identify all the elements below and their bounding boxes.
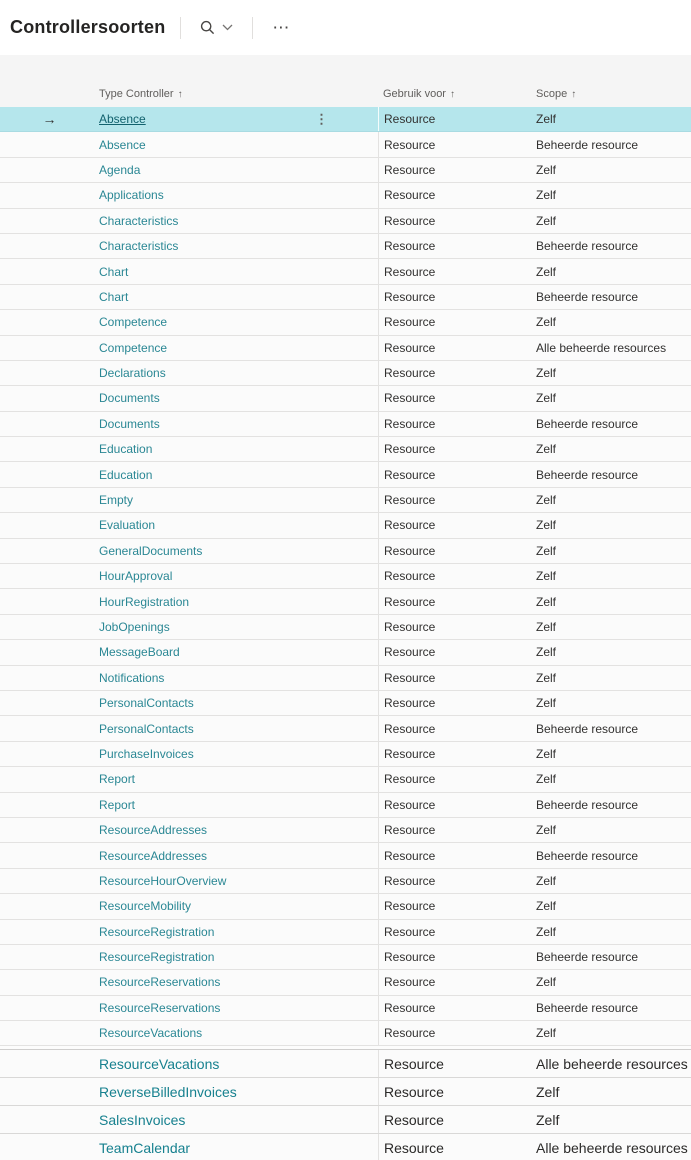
gebruik-voor-cell: Resource: [378, 1050, 531, 1077]
type-controller-cell: [99, 869, 378, 893]
table-row[interactable]: [0, 767, 691, 792]
table-row[interactable]: [0, 894, 691, 919]
scope-cell: Zelf: [536, 1026, 557, 1041]
scope-cell: Beheerde resource: [536, 467, 639, 482]
table-row[interactable]: [0, 361, 691, 386]
table-row[interactable]: [0, 183, 691, 208]
toolbar-divider: [180, 17, 181, 39]
scope-cell: Zelf: [536, 493, 557, 508]
type-controller-link[interactable]: Documents: [99, 391, 160, 406]
row-gutter: [0, 666, 99, 690]
gebruik-voor-cell: Resource: [378, 843, 531, 867]
type-controller-cell: [99, 132, 378, 156]
type-controller-cell: [99, 259, 378, 283]
scope-cell: Zelf: [536, 924, 557, 939]
gebruik-voor-cell: Resource: [378, 767, 531, 791]
gebruik-voor-cell: Resource: [378, 183, 531, 207]
gebruik-voor-cell: Resource: [378, 1078, 531, 1105]
scope-cell: Zelf: [536, 366, 557, 381]
scope-cell: Beheerde resource: [536, 1000, 639, 1015]
scope-cell: Zelf: [536, 873, 557, 888]
type-controller-cell: [99, 640, 378, 664]
type-controller-cell: [99, 970, 378, 994]
search-button[interactable]: [196, 16, 237, 39]
type-controller-link[interactable]: Competence: [99, 315, 168, 330]
row-context-menu-icon[interactable]: ⋮: [315, 111, 328, 127]
gebruik-voor-cell: Resource: [378, 666, 531, 690]
table-row[interactable]: [0, 564, 691, 589]
row-gutter: [0, 412, 99, 436]
type-controller-cell: [99, 158, 378, 182]
type-controller-link[interactable]: Applications: [99, 188, 164, 203]
row-gutter: [0, 437, 99, 461]
type-controller-cell: [99, 488, 378, 512]
type-controller-link[interactable]: ResourceMobility: [99, 899, 192, 914]
gebruik-voor-cell: Resource: [378, 513, 531, 537]
type-controller-cell: [99, 920, 378, 944]
type-controller-link[interactable]: ResourceRegistration: [99, 924, 215, 939]
type-controller-cell: [99, 1106, 378, 1133]
scope-cell: Zelf: [536, 112, 557, 127]
scope-cell: Zelf: [536, 645, 557, 660]
type-controller-link[interactable]: HourRegistration: [99, 594, 190, 609]
scope-cell: Beheerde resource: [536, 137, 639, 152]
table-row[interactable]: [0, 1021, 691, 1046]
scope-cell: Beheerde resource: [536, 289, 639, 304]
type-controller-cell: [99, 894, 378, 918]
table-row[interactable]: [0, 259, 691, 284]
type-controller-link[interactable]: Competence: [99, 340, 168, 355]
scope-cell: Zelf: [536, 1111, 560, 1128]
gebruik-voor-cell: Resource: [378, 970, 531, 994]
scope-cell: Zelf: [536, 620, 557, 634]
scope-cell: Zelf: [536, 188, 557, 203]
row-gutter: [0, 285, 99, 309]
column-header-type-controller[interactable]: [99, 88, 378, 100]
type-controller-cell: [99, 818, 378, 842]
row-gutter: [0, 158, 99, 182]
sort-ascending-icon: ↑: [571, 88, 577, 100]
scope-cell: Alle beheerde resources: [536, 1139, 688, 1156]
table-row[interactable]: [0, 107, 691, 132]
column-label: Scope: [536, 88, 568, 100]
row-gutter: [0, 564, 99, 588]
table-row[interactable]: [0, 666, 691, 691]
table-row[interactable]: [0, 488, 691, 513]
table-row[interactable]: [0, 310, 691, 335]
type-controller-link[interactable]: ResourceVacations: [99, 1026, 203, 1041]
gebruik-voor-cell: Resource: [378, 234, 531, 258]
gebruik-voor-cell: Resource: [378, 1134, 531, 1160]
gebruik-voor-cell: Resource: [378, 462, 531, 486]
type-controller-cell: [99, 767, 378, 791]
type-controller-cell: [99, 1134, 378, 1160]
scope-cell: Zelf: [536, 315, 557, 330]
gebruik-voor-cell: Resource: [378, 310, 531, 334]
type-controller-cell: [99, 1078, 378, 1105]
type-controller-link[interactable]: ResourceAddresses: [99, 848, 208, 863]
type-controller-link[interactable]: Education: [99, 467, 153, 482]
scope-cell: Beheerde resource: [536, 848, 639, 863]
type-controller-link[interactable]: Documents: [99, 416, 160, 431]
row-gutter: [0, 691, 99, 715]
type-controller-link[interactable]: ResourceReservations: [99, 975, 221, 990]
type-controller-link[interactable]: Chart: [99, 289, 129, 304]
gebruik-voor-cell: Resource: [378, 412, 531, 436]
table-row[interactable]: [0, 615, 691, 640]
type-controller-link[interactable]: ReverseBilledInvoices: [99, 1083, 237, 1100]
row-gutter: [0, 945, 99, 969]
type-controller-cell: [99, 1050, 378, 1077]
table-row[interactable]: [0, 716, 691, 741]
row-gutter: [0, 386, 99, 410]
column-label: Type Controller: [99, 88, 174, 100]
table-header: [0, 55, 691, 107]
type-controller-cell: [99, 336, 378, 360]
toolbar-divider: [252, 17, 253, 39]
type-controller-link[interactable]: TeamCalendar: [99, 1139, 191, 1156]
type-controller-link[interactable]: Notifications: [99, 670, 165, 685]
gebruik-voor-cell: Resource: [378, 589, 531, 613]
table-row[interactable]: [0, 539, 691, 564]
gebruik-voor-cell: Resource: [378, 691, 531, 715]
scope-cell: Zelf: [536, 162, 557, 177]
row-gutter: [0, 462, 99, 486]
type-controller-link[interactable]: ResourceHourOverview: [99, 873, 227, 888]
column-label: Gebruik voor: [383, 88, 446, 100]
type-controller-cell: [99, 691, 378, 715]
scope-cell: Zelf: [536, 391, 557, 406]
scope-cell: Beheerde resource: [536, 797, 639, 812]
type-controller-cell: [99, 437, 378, 461]
search-icon: [200, 20, 215, 35]
row-gutter: [0, 640, 99, 664]
gebruik-voor-cell: Resource: [378, 209, 531, 233]
page-title: Controllersoorten: [10, 17, 166, 37]
type-controller-cell: [99, 843, 378, 867]
table-row[interactable]: [0, 742, 691, 767]
type-controller-link[interactable]: Education: [99, 442, 153, 457]
gebruik-voor-cell: Resource: [378, 793, 531, 817]
scope-cell: Zelf: [536, 975, 557, 990]
table-row[interactable]: [0, 1078, 691, 1106]
type-controller-cell: [99, 716, 378, 740]
table-row[interactable]: [0, 843, 691, 868]
row-gutter: [0, 107, 99, 131]
scope-cell: Zelf: [536, 442, 557, 457]
row-gutter: [0, 843, 99, 867]
table-row[interactable]: [0, 386, 691, 411]
table-row[interactable]: [0, 234, 691, 259]
type-controller-cell: [99, 589, 378, 613]
gebruik-voor-cell: Resource: [378, 869, 531, 893]
type-controller-cell: [99, 793, 378, 817]
type-controller-cell: [99, 513, 378, 537]
row-gutter: [0, 1021, 99, 1045]
column-header-scope[interactable]: [531, 88, 691, 100]
gebruik-voor-cell: Resource: [378, 437, 531, 461]
gebruik-voor-cell: Resource: [378, 716, 531, 740]
scope-cell: Zelf: [536, 264, 557, 279]
gebruik-voor-cell: Resource: [378, 336, 531, 360]
row-gutter: [0, 183, 99, 207]
table-row[interactable]: [0, 209, 691, 234]
scope-cell: Zelf: [536, 518, 557, 533]
row-gutter: [0, 869, 99, 893]
row-gutter: [0, 132, 99, 156]
type-controller-cell: [99, 412, 378, 436]
row-gutter: [0, 767, 99, 791]
row-gutter: [0, 259, 99, 283]
gebruik-voor-cell: Resource: [378, 920, 531, 944]
title-bar: [0, 0, 691, 55]
row-gutter: [0, 818, 99, 842]
gebruik-voor-cell: Resource: [378, 564, 531, 588]
type-controller-link[interactable]: Absence: [99, 112, 146, 127]
table-row[interactable]: [0, 589, 691, 614]
type-controller-cell: [99, 234, 378, 258]
gebruik-voor-cell: Resource: [378, 285, 531, 309]
type-controller-link[interactable]: JobOpenings: [99, 620, 170, 634]
type-controller-link[interactable]: Empty: [99, 493, 134, 508]
type-controller-cell: [99, 615, 378, 639]
row-gutter: [0, 1106, 99, 1133]
table-row[interactable]: [0, 945, 691, 970]
scope-cell: Zelf: [536, 823, 557, 838]
type-controller-cell: [99, 996, 378, 1020]
gebruik-voor-cell: Resource: [378, 894, 531, 918]
type-controller-link[interactable]: Evaluation: [99, 518, 156, 533]
table-row[interactable]: [0, 285, 691, 310]
table-row[interactable]: [0, 158, 691, 183]
type-controller-link[interactable]: Agenda: [99, 162, 141, 177]
table-row[interactable]: [0, 869, 691, 894]
type-controller-link[interactable]: ResourceRegistration: [99, 950, 215, 965]
gebruik-voor-cell: Resource: [378, 488, 531, 512]
type-controller-cell: [99, 209, 378, 233]
table-row[interactable]: [0, 462, 691, 487]
type-controller-link[interactable]: ResourceReservations: [99, 1000, 221, 1015]
scope-cell: Zelf: [536, 746, 557, 761]
table-row[interactable]: [0, 132, 691, 157]
row-gutter: [0, 589, 99, 613]
table-row[interactable]: [0, 412, 691, 437]
gebruik-voor-cell: Resource: [378, 259, 531, 283]
scope-cell: Alle beheerde resources: [536, 1055, 688, 1072]
column-header-gebruik-voor[interactable]: [378, 88, 531, 100]
scope-cell: Zelf: [536, 569, 557, 584]
gebruik-voor-cell: Resource: [378, 640, 531, 664]
type-controller-cell: [99, 666, 378, 690]
gebruik-voor-cell: Resource: [378, 742, 531, 766]
type-controller-link[interactable]: Characteristics: [99, 213, 179, 228]
row-gutter: [0, 539, 99, 563]
row-gutter: [0, 793, 99, 817]
sort-ascending-icon: ↑: [449, 88, 455, 100]
selected-row-arrow: →: [42, 111, 57, 128]
table-row[interactable]: [0, 336, 691, 361]
row-gutter: [0, 488, 99, 512]
row-gutter: [0, 615, 99, 639]
gebruik-voor-cell: Resource: [378, 361, 531, 385]
type-controller-cell: [99, 183, 378, 207]
type-controller-link[interactable]: Report: [99, 772, 136, 787]
type-controller-link[interactable]: ResourceVacations: [99, 1055, 220, 1072]
type-controller-link[interactable]: GeneralDocuments: [99, 543, 203, 558]
row-gutter: [0, 920, 99, 944]
type-controller-link[interactable]: ResourceAddresses: [99, 823, 208, 838]
row-gutter: [0, 1078, 99, 1105]
type-controller-cell: [99, 285, 378, 309]
ellipsis-icon: ⋯: [272, 17, 292, 37]
gebruik-voor-cell: Resource: [378, 996, 531, 1020]
row-gutter: [0, 336, 99, 360]
type-controller-cell: [99, 945, 378, 969]
scope-cell: Beheerde resource: [536, 239, 639, 254]
table-row[interactable]: [0, 1106, 691, 1134]
type-controller-cell: [99, 1021, 378, 1045]
table-row[interactable]: [0, 996, 691, 1021]
type-controller-cell: [99, 310, 378, 334]
gebruik-voor-cell: Resource: [378, 1106, 531, 1133]
row-gutter: [0, 310, 99, 334]
gebruik-voor-cell: Resource: [378, 107, 531, 131]
table-row[interactable]: [0, 920, 691, 945]
type-controller-link[interactable]: SalesInvoices: [99, 1111, 186, 1128]
scope-cell: Zelf: [536, 670, 557, 685]
scope-cell: Zelf: [536, 772, 557, 787]
gebruik-voor-cell: Resource: [378, 132, 531, 156]
type-controller-link[interactable]: PurchaseInvoices: [99, 746, 194, 761]
type-controller-cell: [99, 107, 378, 131]
row-gutter: [0, 361, 99, 385]
gebruik-voor-cell: Resource: [378, 1021, 531, 1045]
type-controller-cell: [99, 742, 378, 766]
scope-cell: Beheerde resource: [536, 416, 639, 431]
gebruik-voor-cell: Resource: [378, 615, 531, 639]
row-gutter: [0, 742, 99, 766]
row-gutter: [0, 209, 99, 233]
type-controller-cell: [99, 462, 378, 486]
type-controller-link[interactable]: MessageBoard: [99, 645, 180, 660]
table-row[interactable]: [0, 640, 691, 665]
table-row[interactable]: [0, 793, 691, 818]
list-content: [0, 55, 691, 1160]
gebruik-voor-cell: Resource: [378, 539, 531, 563]
type-controller-link[interactable]: HourApproval: [99, 569, 173, 584]
scope-cell: Beheerde resource: [536, 721, 639, 736]
row-gutter: [0, 1134, 99, 1160]
table-row[interactable]: [0, 691, 691, 716]
table-row[interactable]: [0, 818, 691, 843]
gebruik-voor-cell: Resource: [378, 158, 531, 182]
table-row[interactable]: [0, 1134, 691, 1160]
gebruik-voor-cell: Resource: [378, 386, 531, 410]
table-row[interactable]: [0, 1050, 691, 1078]
type-controller-cell: [99, 539, 378, 563]
scope-cell: Alle beheerde resources: [536, 340, 667, 355]
scope-cell: Zelf: [536, 594, 557, 609]
gebruik-voor-cell: Resource: [378, 818, 531, 842]
type-controller-link[interactable]: PersonalContacts: [99, 696, 194, 711]
scope-cell: Beheerde resource: [536, 950, 639, 965]
type-controller-link[interactable]: Declarations: [99, 366, 166, 381]
type-controller-cell: [99, 386, 378, 410]
scope-cell: Zelf: [536, 899, 557, 914]
more-options-button[interactable]: [268, 19, 295, 37]
type-controller-cell: [99, 361, 378, 385]
type-controller-link[interactable]: Absence: [99, 137, 146, 152]
table-row[interactable]: [0, 513, 691, 538]
chevron-down-icon: [222, 24, 233, 31]
type-controller-link[interactable]: Characteristics: [99, 239, 179, 254]
row-gutter: [0, 894, 99, 918]
row-gutter: [0, 513, 99, 537]
row-gutter: [0, 1050, 99, 1077]
row-gutter: [0, 996, 99, 1020]
row-gutter: [0, 716, 99, 740]
type-controller-link[interactable]: Report: [99, 797, 136, 812]
row-gutter: [0, 970, 99, 994]
type-controller-link[interactable]: Chart: [99, 264, 129, 279]
scope-cell: Zelf: [536, 1083, 560, 1100]
table-row[interactable]: [0, 437, 691, 462]
table-row[interactable]: [0, 970, 691, 995]
type-controller-link[interactable]: PersonalContacts: [99, 721, 194, 736]
scope-cell: Zelf: [536, 696, 557, 711]
scope-cell: Zelf: [536, 213, 557, 228]
sort-ascending-icon: ↑: [177, 88, 183, 100]
row-gutter: [0, 234, 99, 258]
table-body: [0, 107, 691, 1160]
gebruik-voor-cell: Resource: [378, 945, 531, 969]
scope-cell: Zelf: [536, 543, 557, 558]
type-controller-cell: [99, 564, 378, 588]
